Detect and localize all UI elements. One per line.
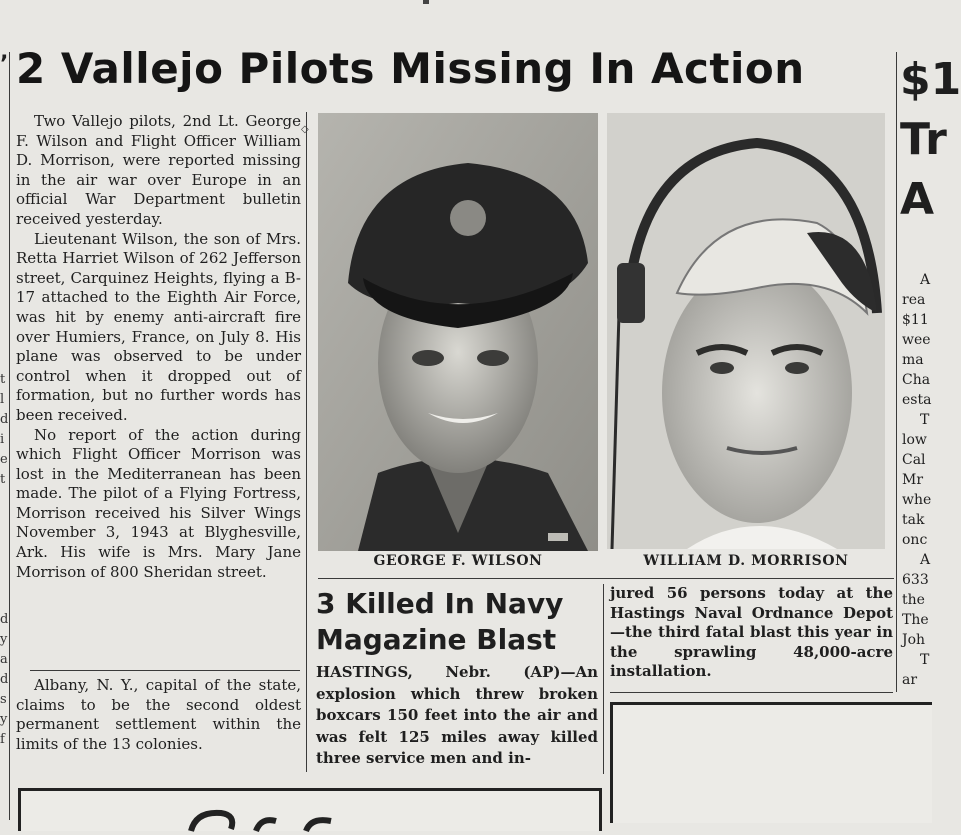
bottom-right-box bbox=[610, 702, 932, 823]
article-paragraph: Lieutenant Wilson, the son of Mrs. Retta Harriet Wilson of 262 Jefferson street, Carquinez Heights, flying a B-17 attached to the Eighth Air Force, was hit by enemy anti-aircraft fire over Humiers, France, on July 8. His plane was observed to be under control when it dropped out of formation, but no further words has been received. bbox=[16, 229, 301, 424]
left-column-rule bbox=[9, 52, 10, 820]
bottom-box-script-fragment bbox=[21, 791, 599, 831]
column-divider bbox=[306, 112, 307, 772]
article2-col2-bottom-rule bbox=[610, 692, 893, 693]
article2-headline-line1: 3 Killed In Navy bbox=[316, 587, 564, 620]
photo-william-morrison bbox=[607, 113, 885, 549]
portrait-wilson-image bbox=[318, 113, 598, 551]
right-edge-headline-line: A bbox=[900, 174, 935, 225]
filler-separator bbox=[30, 670, 300, 671]
top-mark bbox=[423, 0, 429, 4]
right-edge-body: A rea $11 wee ma Cha esta T low Cal Mr whe tak onc A 633 the The Joh T ar bbox=[902, 272, 932, 688]
caption-george-wilson: GEORGE F. WILSON bbox=[373, 553, 543, 569]
photo-george-wilson bbox=[318, 113, 598, 551]
article2-column-divider bbox=[603, 584, 604, 774]
right-edge-headline bbox=[900, 50, 961, 230]
right-edge-headline-line: Tr bbox=[900, 114, 947, 165]
left-edge-headline-fragment: ʼ bbox=[0, 52, 9, 77]
article-paragraph: No report of the action during which Flight Officer Morrison was lost in the Mediterranean has been made. The pilot of a Flying Fortress, Morrison received his Silver Wings November 3, 1943 at Blyghesville, Ark. His wife is Mrs. Mary Jane Morrison of 800 Sheridan street. bbox=[16, 425, 301, 581]
article2-body-col2: jured 56 persons today at the Hastings Naval Ordnance Depot—the third fatal blast this year in the sprawling 48,000-acre installation. bbox=[610, 584, 893, 680]
filler-paragraph-box bbox=[16, 676, 301, 754]
article2-headline-line2: Magazine Blast bbox=[316, 623, 557, 656]
article-body bbox=[16, 112, 301, 582]
filler-paragraph: Albany, N. Y., capital of the state, claims to be the second oldest permanent settlement within the limits of the 13 colonies. bbox=[16, 676, 301, 753]
caption-william-morrison: WILLIAM D. MORRISON bbox=[643, 553, 849, 569]
article-paragraph: Two Vallejo pilots, 2nd Lt. George F. Wilson and Flight Officer William D. Morrison, were reported missing in the air war over Europe in an official War Department bulletin received yesterday. bbox=[16, 112, 301, 228]
left-edge-fragments: t l d i e t d y a d s y f bbox=[0, 372, 9, 747]
article-headline: 2 Vallejo Pilots Missing In Action bbox=[16, 44, 805, 93]
right-edge-headline-line: $1 bbox=[900, 54, 961, 105]
column-divider-ornament: ◇ bbox=[301, 124, 309, 135]
article2-headline bbox=[316, 586, 606, 658]
portrait-morrison-image bbox=[607, 113, 885, 549]
photos-bottom-rule bbox=[318, 578, 894, 579]
bottom-left-box bbox=[18, 788, 602, 831]
right-column-rule bbox=[896, 52, 897, 692]
article2-body-col1: HASTINGS, Nebr. (AP)—An explosion which threw broken boxcars 150 feet into the air and was felt 125 miles away killed three service men and in- bbox=[316, 663, 598, 767]
